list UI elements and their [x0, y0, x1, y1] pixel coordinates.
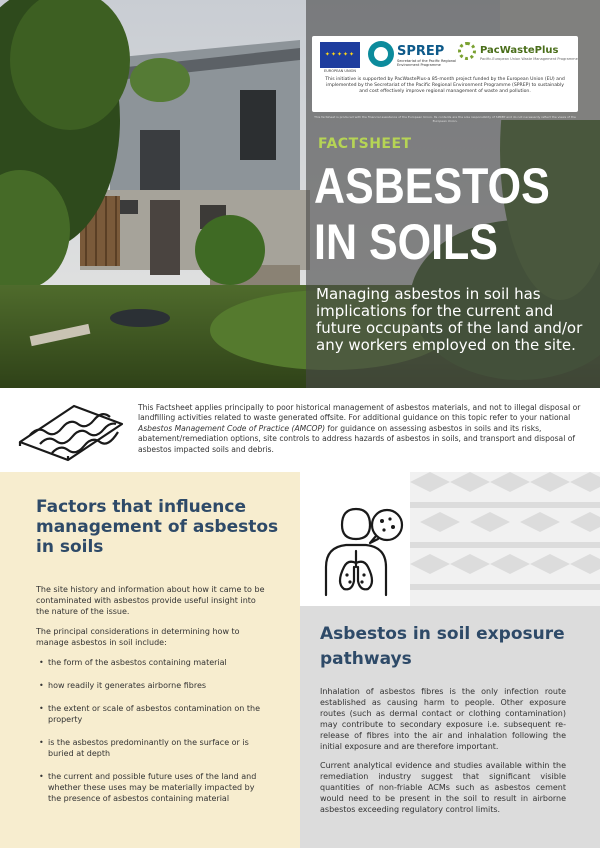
support-statement: This initiative is supported by PacWastePlus-a 85-month project funded by the European Union (EU) and implemented by the Secretariat of the Pacific Regional Environment Programme (SPREP) to sustainably and cost effectively improve regional management of waste and pollution.: [325, 77, 565, 94]
eu-caption: EUROPEAN UNION: [324, 69, 356, 73]
bullet-text: the extent or scale of asbestos contamination on the property: [48, 704, 261, 724]
factors-heading: Factors that influence management of asbestos in soils: [36, 497, 279, 557]
bullet-text: the form of the asbestos containing material: [48, 658, 227, 667]
bullet-text: the current and possible future uses of the land and whether these uses may be materially impacted by the presence of asbestos containing material: [48, 772, 257, 803]
bullet-dot: •: [39, 681, 44, 690]
list-item: [36, 680, 270, 691]
pacwasteplus-logo-icon: [458, 42, 476, 60]
list-item: [36, 737, 270, 759]
pacwasteplus-subtitle: Pacific-European Union Waste Management Programme: [480, 57, 578, 61]
factsheet-label: FACTSHEET: [318, 136, 412, 152]
list-item: [36, 771, 270, 804]
exposure-para-1: Inhalation of asbestos fibres is the only infection route established as causing harm to people. Other exposure routes (such as dermal contact or clothing contamination) may contribute to secondary exposure i.e. subsequent re-release of fibres into the air and inhalation following the initial exposure and are therefore important.: [320, 687, 566, 751]
partner-logos: [312, 36, 578, 112]
bullet-dot: •: [39, 738, 44, 747]
factors-body: [36, 584, 270, 816]
title-line-1: ASBESTOS: [314, 158, 550, 214]
corrugated-roof-sheet-icon: [14, 402, 126, 466]
eu-flag-icon: [320, 42, 360, 68]
amcop-reference: Asbestos Management Code of Practice (AMCOP): [138, 423, 326, 433]
eu-disclaimer: This factsheet is produced with the financial assistance of the European Union. Its contents are the sole responsibility of SPREP and do not necessarily reflect the views of the European Union.: [314, 115, 576, 123]
sprep-logo-inner: [374, 47, 388, 61]
bullet-text: how readily it generates airborne fibres: [48, 681, 207, 690]
factors-para-1: The site history and information about how it came to be contaminated with asbestos provide useful insight into the nature of the issue.: [36, 585, 265, 616]
list-item: [36, 703, 270, 725]
factors-para-2: The principal considerations in determining how to manage asbestos in soil include:: [36, 627, 240, 647]
title-line-2: IN SOILS: [314, 214, 498, 270]
exposure-para-2: Current analytical evidence and studies available within the remediation industry suggest that significant visible quantities of non-friable ACMs such as asbestos cement would need to be present in the soil to result in airborne asbestos exceeding regulatory control limits.: [320, 761, 566, 814]
intro-text-part-2: for guidance on assessing asbestos in soils and its risks, abatement/remediation options, site controls to address hazards of asbestos in soils, and transport and disposal of asbestos impacted soils and debris.: [138, 423, 576, 454]
intro-text: [138, 403, 584, 455]
eu-stars: ✦✦✦✦✦: [324, 51, 356, 58]
pacwasteplus-name: PacWastePlus: [480, 45, 559, 56]
sprep-subtitle: Secretariat of the Pacific Regional Environment Programme: [397, 59, 457, 67]
hero-description: Managing asbestos in soil has implications for the current and future occupants of the land and/or any workers employed on the site.: [316, 285, 583, 354]
exposure-heading: Asbestos in soil exposure pathways: [320, 624, 565, 669]
sprep-name: SPREP: [397, 44, 445, 59]
bullet-dot: •: [39, 704, 44, 713]
list-item: [36, 657, 270, 668]
bullet-text: is the asbestos predominantly on the surface or is buried at depth: [48, 738, 249, 758]
intro-text-part-1: This Factsheet applies principally to poor historical management of asbestos materials, and not to illegal disposal or landfilling activities related to waste generated offsite. For additional guidance on this topic refer to your national: [138, 403, 581, 423]
decorative-pattern: [410, 472, 600, 606]
exposure-body: [320, 686, 566, 823]
bullet-dot: •: [39, 772, 44, 781]
page-title: [314, 158, 594, 270]
bullet-dot: •: [39, 658, 44, 667]
person-lungs-icon: [320, 505, 412, 601]
